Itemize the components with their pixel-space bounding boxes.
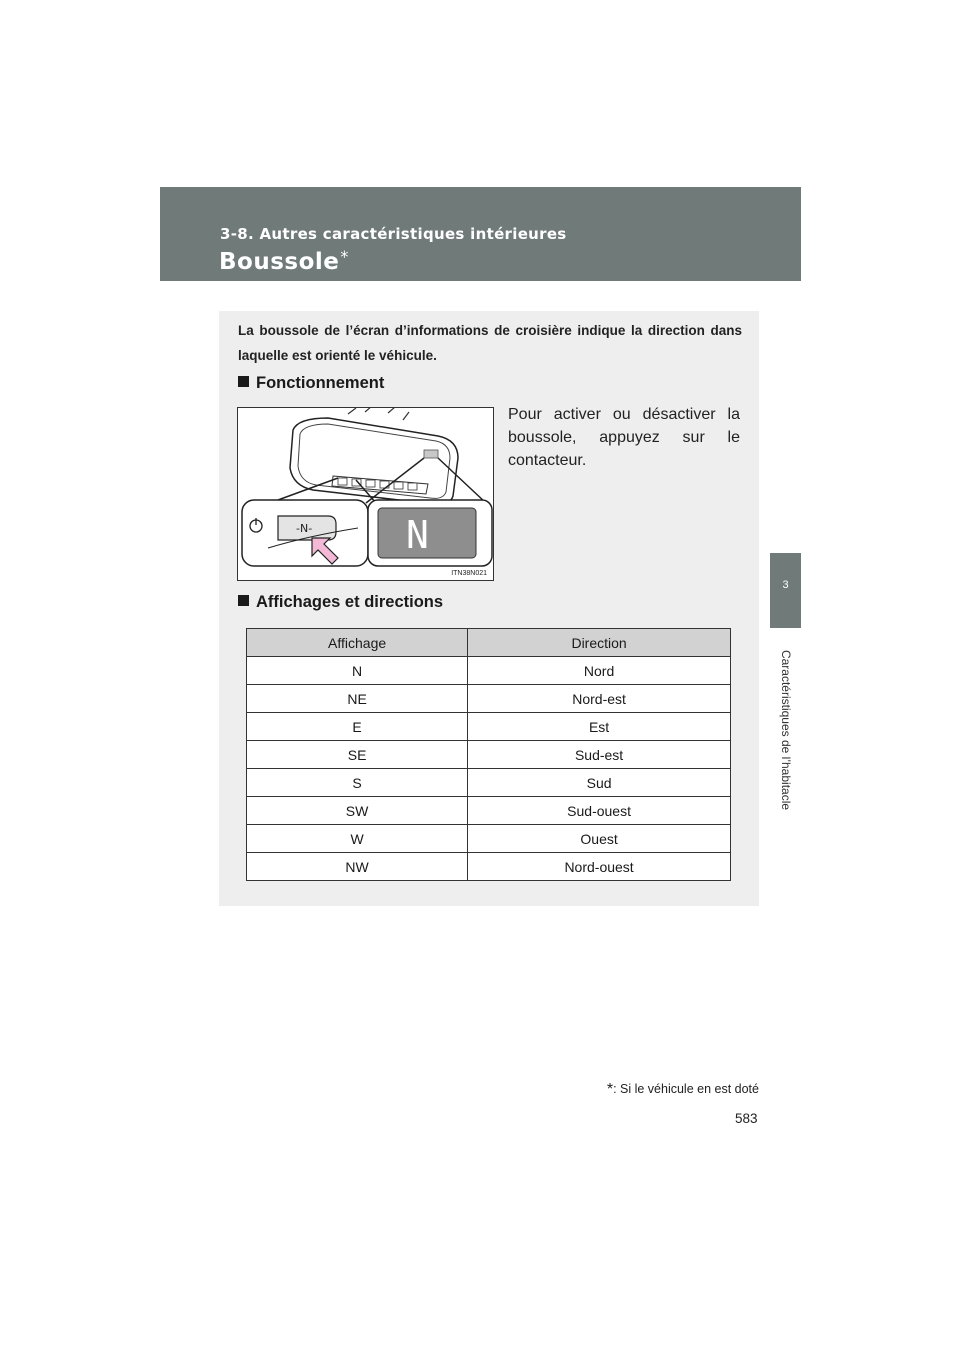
figure-code: ITN38N021 (451, 570, 487, 577)
directions-table (246, 628, 731, 881)
display-cell: W (247, 825, 468, 853)
mirror-drawing (238, 408, 493, 580)
direction-cell: Sud-ouest (468, 797, 731, 825)
square-bullet-icon (238, 595, 249, 606)
table-row (247, 741, 731, 769)
table-row (247, 713, 731, 741)
chapter-number: 3 (782, 579, 789, 591)
table-row (247, 769, 731, 797)
table-row (247, 657, 731, 685)
column-header-display: Affichage (247, 629, 468, 657)
table-header-row (247, 629, 731, 657)
display-cell: N (247, 657, 468, 685)
display-cell: NE (247, 685, 468, 713)
intro-text: La boussole de l’écran d’informations de croisière indique la direction dans laquelle est orienté le véhicule. (238, 323, 742, 363)
chapter-tab (770, 553, 801, 628)
display-cell: S (247, 769, 468, 797)
mirror-illustration (237, 407, 494, 581)
table-row (247, 853, 731, 881)
direction-cell: Nord (468, 657, 731, 685)
displays-heading (238, 593, 443, 612)
display-cell: SW (247, 797, 468, 825)
direction-cell: Sud (468, 769, 731, 797)
direction-cell: Nord-ouest (468, 853, 731, 881)
displays-heading-label: Affichages et directions (256, 593, 444, 611)
section-label: 3-8. Autres caractéristiques intérieures (220, 225, 567, 243)
table-row (247, 685, 731, 713)
direction-cell: Nord-est (468, 685, 731, 713)
page-title (219, 247, 349, 275)
operation-heading (238, 374, 384, 393)
page-number: 583 (735, 1111, 758, 1126)
table-row (247, 825, 731, 853)
direction-cell: Est (468, 713, 731, 741)
table-row (247, 797, 731, 825)
title-asterisk: * (340, 247, 349, 266)
square-bullet-icon (238, 376, 249, 387)
direction-cell: Sud-est (468, 741, 731, 769)
display-cell: NW (247, 853, 468, 881)
page-title-text: Boussole (219, 249, 340, 275)
display-cell: E (247, 713, 468, 741)
display-letter: N (406, 513, 429, 557)
operation-text: Pour activer ou désactiver la boussole, appuyez sur le contacteur. (508, 406, 740, 469)
footnote-mark: * (606, 1081, 614, 1098)
footnote (607, 1081, 759, 1099)
display-cell: SE (247, 741, 468, 769)
direction-cell: Ouest (468, 825, 731, 853)
footnote-text: : Si le véhicule en est doté (613, 1082, 759, 1096)
column-header-direction: Direction (468, 629, 731, 657)
svg-text:-N-: -N- (296, 522, 313, 535)
operation-heading-label: Fonctionnement (256, 374, 385, 392)
chapter-title: Caractéristiques de l’habitacle (779, 649, 793, 811)
